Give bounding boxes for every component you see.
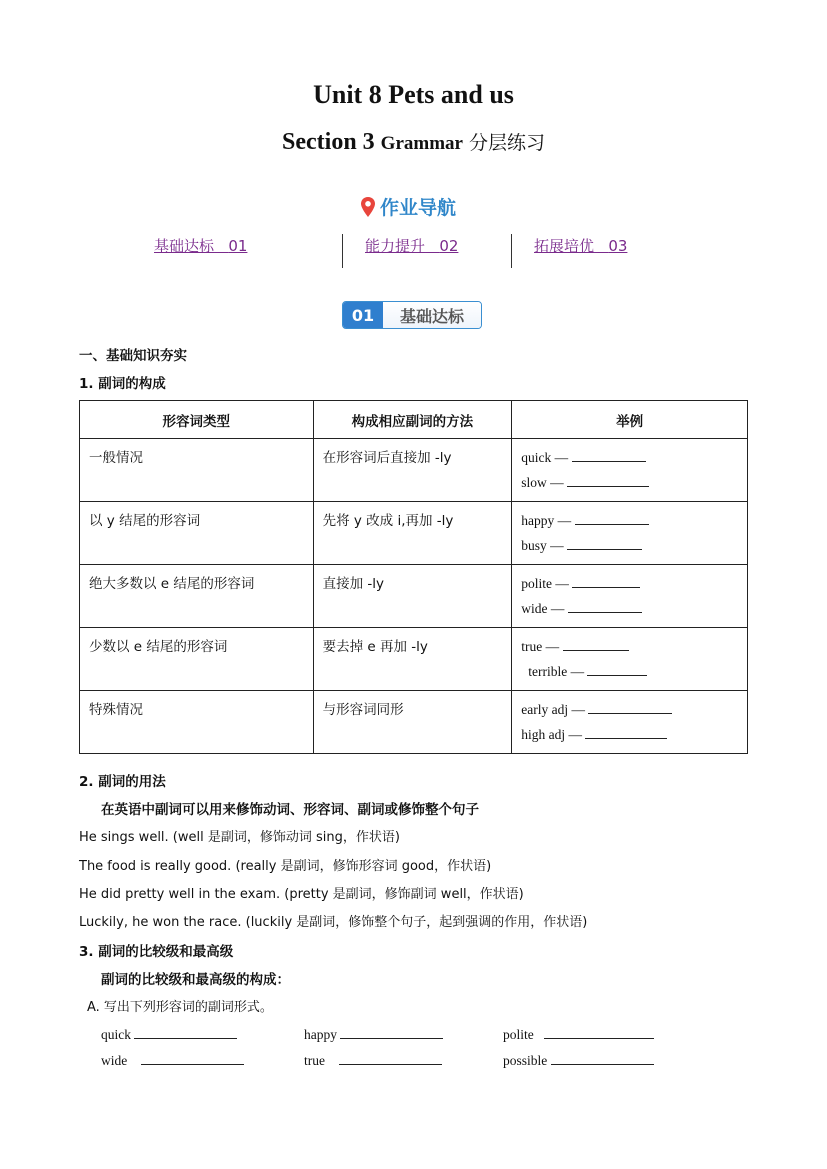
example-word: busy — [521, 538, 564, 553]
exercise-item [304, 1025, 443, 1043]
nav-divider [342, 234, 343, 268]
exercise-item [101, 1051, 244, 1069]
answer-blank[interactable] [339, 1051, 442, 1065]
exercise-item [101, 1025, 237, 1043]
method-cell: 直接加 -ly [313, 565, 512, 628]
example-word: polite — [521, 576, 569, 591]
adj-type-cell: 特殊情况 [80, 691, 314, 754]
example-sentence: He did pretty well in the exam. (pretty 是副词，修饰副词 well，作状语) [79, 887, 524, 902]
location-pin-icon [360, 196, 376, 218]
answer-blank[interactable] [134, 1025, 237, 1039]
answer-blank[interactable] [563, 637, 629, 651]
answer-blank[interactable] [340, 1025, 443, 1039]
answer-blank[interactable] [141, 1051, 244, 1065]
table-row [80, 439, 748, 502]
adj-type-cell: 一般情况 [80, 439, 314, 502]
section-number: 01 [343, 302, 383, 328]
exercise-word: polite [503, 1027, 534, 1042]
example-sentence: He sings well. (well 是副词，修饰动词 sing，作状语) [79, 830, 400, 845]
q3-sub: 副词的比较级和最高级的构成： [101, 972, 290, 988]
homework-nav-badge [360, 193, 456, 220]
example-word: high adj — [521, 727, 582, 742]
table-row [80, 502, 748, 565]
method-cell: 与形容词同形 [313, 691, 512, 754]
page-subtitle [0, 128, 827, 156]
answer-blank[interactable] [572, 448, 646, 462]
example-sentence: The food is really good. (really 是副词，修饰形容词 good，作状语) [79, 859, 492, 874]
example-sentence: Luckily, he won the race. (luckily 是副词，修饰整个句子，起到强调的作用，作状语) [79, 915, 588, 930]
nav-link-ability[interactable]: 能力提升 02 [365, 237, 459, 255]
answer-blank[interactable] [588, 700, 672, 714]
exercise-word: possible [503, 1053, 548, 1068]
example-word: happy — [521, 513, 572, 528]
method-cell: 要去掉 e 再加 -ly [313, 628, 512, 691]
nav-link-basic[interactable]: 基础达标 01 [154, 237, 248, 255]
example-cell [512, 628, 748, 691]
subtitle-cn: 分层练习 [468, 132, 545, 154]
exercise-item [503, 1025, 654, 1043]
subtitle-grammar: Grammar [380, 133, 463, 154]
answer-blank[interactable] [567, 473, 649, 487]
answer-blank[interactable] [575, 511, 649, 525]
exercise-word: true [304, 1053, 325, 1068]
table-header-cell: 举例 [512, 401, 748, 439]
exercise-word: wide [101, 1053, 128, 1068]
adj-type-cell: 以 y 结尾的形容词 [80, 502, 314, 565]
table-header-cell: 形容词类型 [80, 401, 314, 439]
table-row [80, 565, 748, 628]
answer-blank[interactable] [587, 662, 647, 676]
section-name: 基础达标 [383, 302, 481, 328]
method-cell: 在形容词后直接加 -ly [313, 439, 512, 502]
table-header-row [80, 401, 748, 439]
example-word: early adj — [521, 702, 585, 717]
answer-blank[interactable] [568, 599, 642, 613]
example-word: quick — [521, 450, 569, 465]
q2-rule: 在英语中副词可以用来修饰动词、形容词、副词或修饰整个句子 [101, 802, 479, 818]
example-word: terrible — [528, 664, 585, 679]
example-cell [512, 565, 748, 628]
adj-type-cell: 少数以 e 结尾的形容词 [80, 628, 314, 691]
q3-heading: 3. 副词的比较级和最高级 [79, 944, 234, 960]
nav-divider [511, 234, 512, 268]
q2-heading: 2. 副词的用法 [79, 774, 166, 790]
table-header-cell: 构成相应副词的方法 [313, 401, 512, 439]
section-badge [342, 301, 482, 329]
example-word: wide — [521, 601, 565, 616]
answer-blank[interactable] [585, 725, 667, 739]
adverb-formation-table [79, 400, 748, 754]
exercise-word: happy [304, 1027, 337, 1042]
table-row [80, 691, 748, 754]
exercise-a-prompt: A. 写出下列形容词的副词形式。 [87, 1000, 273, 1015]
method-cell: 先将 y 改成 i,再加 -ly [313, 502, 512, 565]
subtitle-section: Section 3 [282, 129, 375, 155]
page-title: Unit 8 Pets and us [313, 80, 514, 109]
answer-blank[interactable] [551, 1051, 654, 1065]
nav-link-extend[interactable]: 拓展培优 03 [534, 237, 628, 255]
part-heading: 一、基础知识夯实 [79, 348, 187, 364]
adj-type-cell: 绝大多数以 e 结尾的形容词 [80, 565, 314, 628]
q1-heading: 1. 副词的构成 [79, 376, 166, 392]
example-cell [512, 691, 748, 754]
exercise-item [304, 1051, 442, 1069]
example-word: slow — [521, 475, 564, 490]
answer-blank[interactable] [567, 536, 642, 550]
exercise-item [503, 1051, 654, 1069]
table-row [80, 628, 748, 691]
exercise-word: quick [101, 1027, 131, 1042]
example-cell [512, 502, 748, 565]
answer-blank[interactable] [572, 574, 640, 588]
example-cell [512, 439, 748, 502]
homework-nav-title: 作业导航 [380, 197, 457, 219]
example-word: true — [521, 639, 560, 654]
answer-blank[interactable] [544, 1025, 654, 1039]
nav-links [0, 235, 827, 269]
